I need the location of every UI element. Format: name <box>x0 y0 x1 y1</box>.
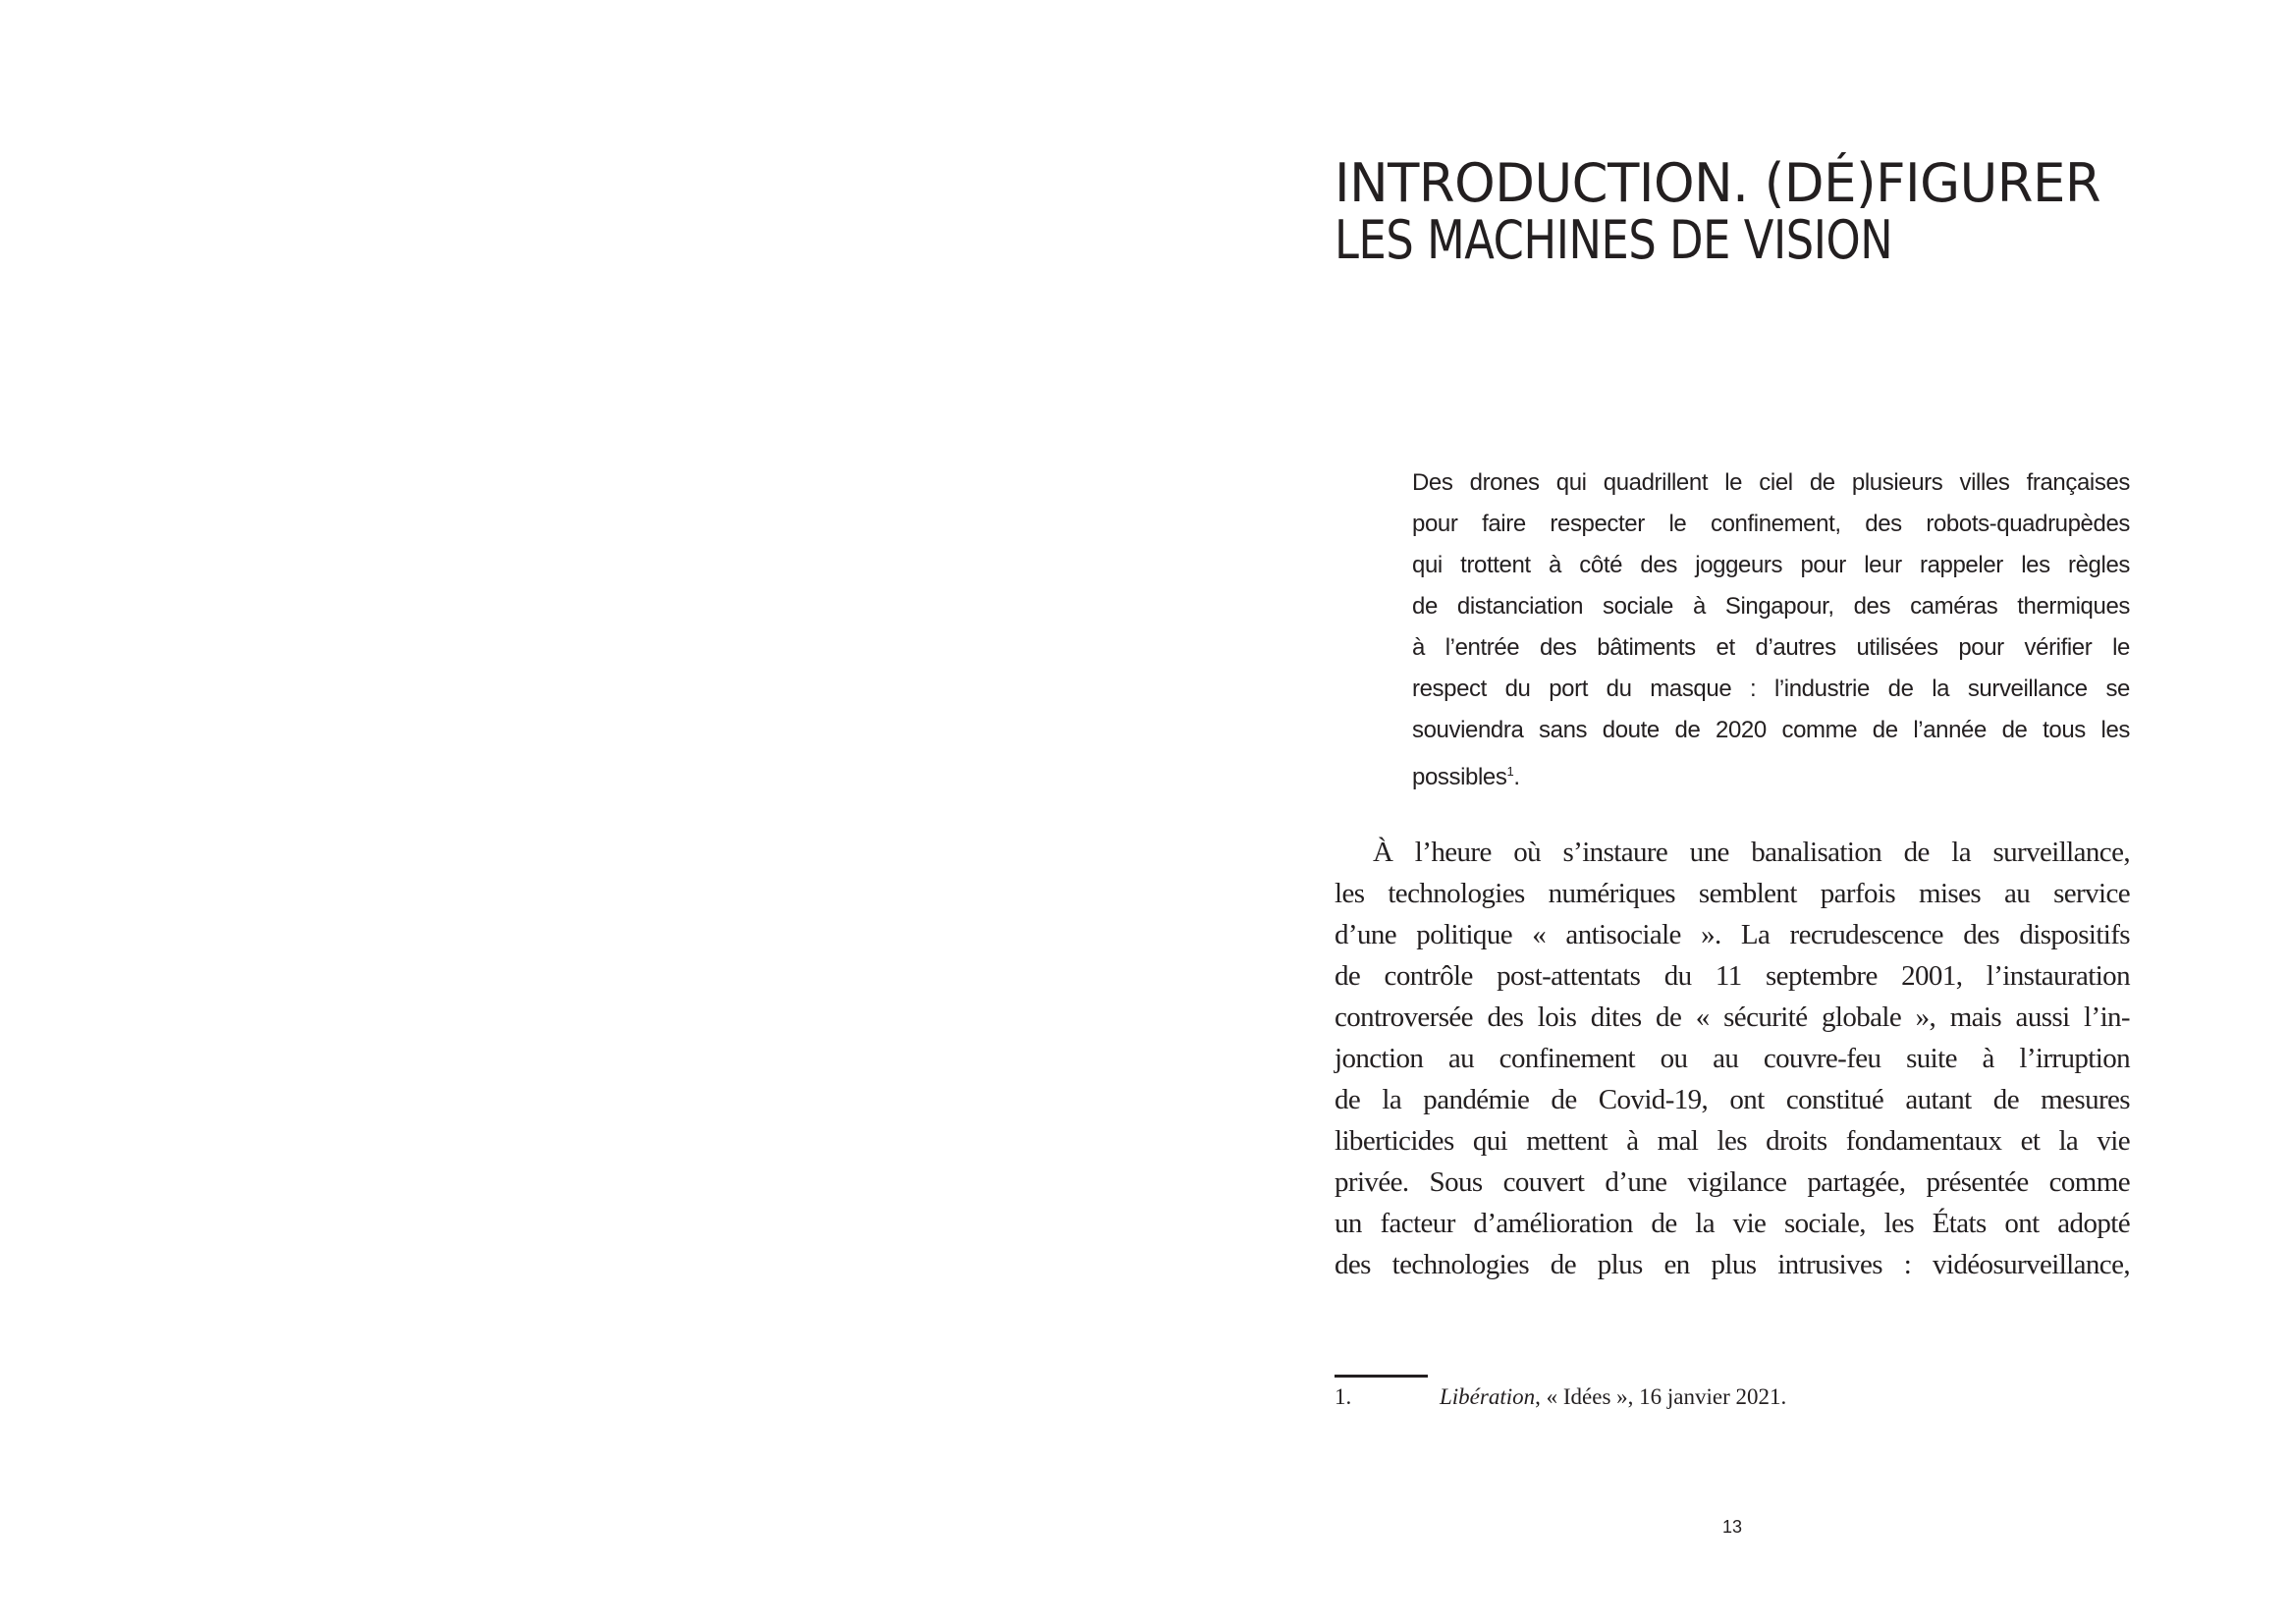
body-line: de la pandémie de Covid-19, ont constitué autant de mesures <box>1335 1084 2130 1115</box>
epigraph-end: . <box>1513 764 1520 790</box>
body-paragraph <box>1335 832 2130 1285</box>
chapter-title-line: INTRODUCTION. (DÉ)FIGURER <box>1335 152 2101 214</box>
footnote-divider <box>1335 1375 1428 1378</box>
body-line: controversée des lois dites de « sécurité globale », mais aussi l’in- <box>1335 1001 2130 1033</box>
body-line: liberticides qui mettent à mal les droits fondamentaux et la vie <box>1335 1125 2130 1157</box>
epigraph-line: de distanciation sociale à Singapour, des caméras thermiques <box>1412 593 2130 620</box>
chapter-title <box>1335 152 2117 271</box>
footnote-reference[interactable]: 1 <box>1506 764 1514 779</box>
epigraph <box>1412 462 2130 798</box>
footnote-details: , « Idées », 16 janvier 2021. <box>1535 1384 1787 1409</box>
epigraph-line: pour faire respecter le confinement, des robots-quadrupèdes <box>1412 511 2130 537</box>
body-line: jonction au confinement ou au couvre-feu suite à l’irruption <box>1335 1043 2130 1074</box>
body-line: des technologies de plus en plus intrusives : vidéosurveillance, <box>1335 1249 2130 1280</box>
epigraph-last-line <box>1412 751 2130 798</box>
body-line: privée. Sous couvert d’une vigilance partagée, présentée comme <box>1335 1166 2130 1198</box>
epigraph-line: respect du port du masque : l’industrie de la surveillance se <box>1412 676 2130 702</box>
epigraph-line: possibles <box>1412 764 1507 790</box>
body-line: les technologies numériques semblent parfois mises au service <box>1335 878 2130 909</box>
epigraph-line: Des drones qui quadrillent le ciel de plusieurs villes françaises <box>1412 469 2130 496</box>
body-line: de contrôle post-attentats du 11 septembre 2001, l’instauration <box>1335 960 2130 992</box>
footnote-source: Libération <box>1440 1384 1536 1409</box>
epigraph-line: souviendra sans doute de 2020 comme de l’année de tous les <box>1412 717 2130 743</box>
body-line: d’une politique « antisociale ». La recrudescence des dispositifs <box>1335 919 2130 950</box>
epigraph-line: à l’entrée des bâtiments et d’autres utilisées pour vérifier le <box>1412 634 2130 661</box>
body-line: un facteur d’amélioration de la vie sociale, les États ont adopté <box>1335 1208 2130 1239</box>
footnote-text <box>1440 1382 1786 1412</box>
chapter-title-line: LES MACHINES DE VISION <box>1335 209 1893 271</box>
footnote-number: 1. <box>1335 1384 1352 1409</box>
epigraph-line: qui trottent à côté des joggeurs pour leur rappeler les règles <box>1412 552 2130 578</box>
page-number: 13 <box>1722 1517 1743 1537</box>
body-line: À l’heure où s’instaure une banalisation de la surveillance, <box>1373 837 2130 868</box>
